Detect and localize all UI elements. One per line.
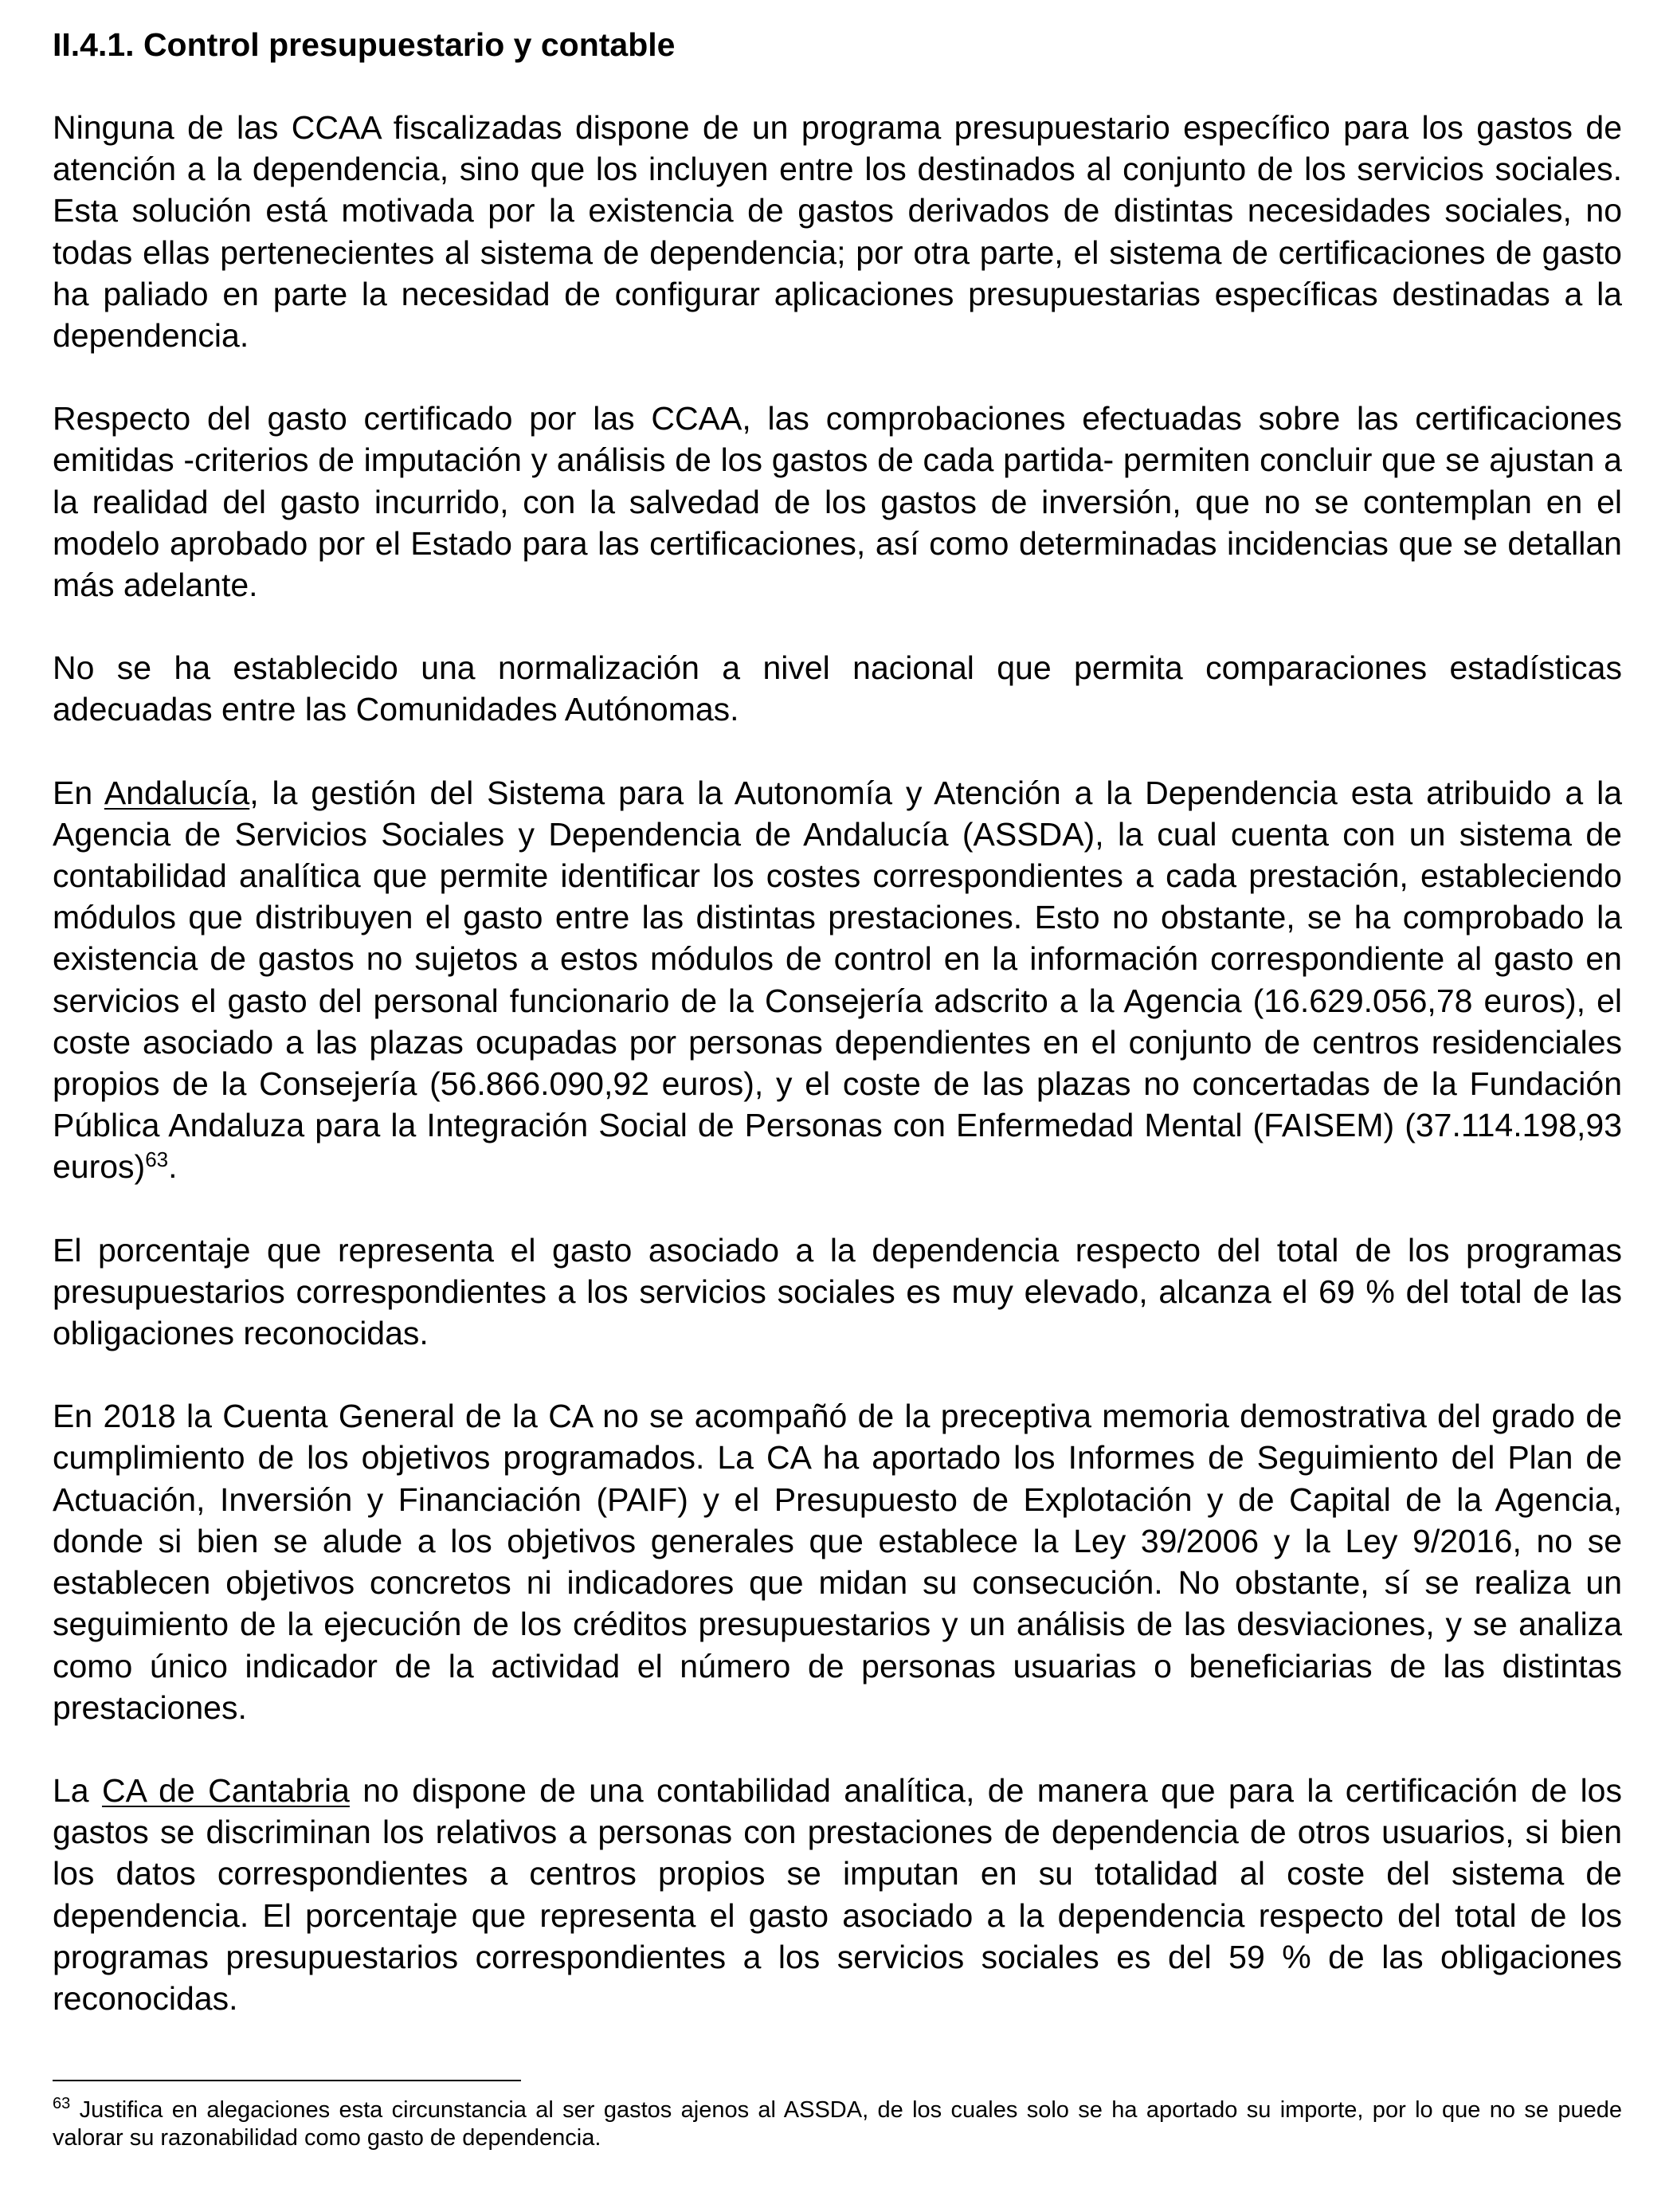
paragraph-certified-expense: Respecto del gasto certificado por las CCAA, las comprobaciones efectuadas sobre las certificaciones emitidas -criterios de imputación y análisis de los gastos de cada partida- permiten concluir que se ajustan a la realidad del gasto incurrido, con la salvedad de los gastos de inversión, que no se contemplan en el modelo aprobado por el Estado para las certificaciones, así como determinadas incidencias que se detallan más adelante. — [53, 400, 1622, 604]
document-page — [53, 24, 1622, 2061]
paragraph-body: no dispone de una contabilidad analítica, de manera que para la certificación de los gastos se discriminan los relativos a personas con prestaciones de dependencia de otros usuarios, si bien los datos correspondientes a centros propios se imputan en su totalidad al coste del sistema de dependencia. El porcentaje que representa el gasto asociado a la dependencia respecto del total de los programas presupuestarios correspondientes a los servicios sociales es del 59 % de las obligaciones reconocidas. — [53, 1771, 1622, 2017]
footnote-text: Justifica en alegaciones esta circunstancia al ser gastos ajenos al ASSDA, de los cuales solo se ha aportado su importe, por lo que no se puede valorar su razonabilidad como gasto de dependencia. — [53, 2097, 1622, 2151]
footnote-number: 63 — [53, 2095, 71, 2112]
paragraph-tail: . — [168, 1148, 178, 1186]
paragraph-body: , la gestión del Sistema para la Autonomía y Atención a la Dependencia esta atribuido a la Agencia de Servicios Sociales y Dependencia de Andalucía (ASSDA), la cual cuenta con un sistema de contabilidad analítica que permite identificar los costes correspondientes a cada prestación, estableciendo módulos que distribuyen el gasto entre las distintas prestaciones. Esto no obstante, se ha comprobado la existencia de gastos no sujetos a estos módulos de control en la información correspondiente al gasto en servicios el gasto del personal funcionario de la Consejería adscrito a la Agencia (16.629.056,78 euros), el coste asociado a las plazas ocupadas por personas dependientes en el conjunto de centros residenciales propios de la Consejería (56.866.090,92 euros), y el coste de las plazas no concertadas de la Fundación Pública Andaluza para la Integración Social de Personas con Enfermedad Mental (FAISEM) (37.114.198,93 euros) — [53, 774, 1623, 1186]
andalucia-underlined: Andalucía — [104, 774, 250, 811]
paragraph-andalucia — [53, 772, 1622, 1188]
footnote — [53, 2096, 1622, 2152]
footnote-reference[interactable]: 63 — [145, 1147, 169, 1172]
paragraph-budget-program: Ninguna de las CCAA fiscalizadas dispone de un programa presupuestario específico para los gastos de atención a la dependencia, sino que los incluyen entre los destinados al conjunto de los servicios sociales. Esta solución está motivada por la existencia de gastos derivados de distintas necesidades sociales, no todas ellas pertenecientes al sistema de dependencia; por otra parte, el sistema de certificaciones de gasto ha paliado en parte la necesidad de configurar aplicaciones presupuestarias específicas destinadas a la dependencia. — [53, 109, 1622, 355]
cantabria-underlined: CA de Cantabria — [102, 1771, 350, 1809]
paragraph-cuenta-general: En 2018 la Cuenta General de la CA no se acompañó de la preceptiva memoria demostrativa del grado de cumplimiento de los objetivos programados. La CA ha aportado los Informes de Seguimiento del Plan de Actuación, Inversión y Financiación (PAIF) y el Presupuesto de Explotación y de Capital de la Agencia, donde si bien se alude a los objetivos generales que establece la Ley 39/2006 y la Ley 9/2016, no se establecen objetivos concretos ni indicadores que midan su consecución. No obstante, sí se realiza un seguimiento de la ejecución de los créditos presupuestarios y un análisis de las desviaciones, y se analiza como único indicador de la actividad el número de personas usuarias o beneficiarias de las distintas prestaciones. — [53, 1398, 1622, 1726]
section-heading: II.4.1. Control presupuestario y contable — [53, 26, 676, 63]
paragraph-cantabria — [53, 1770, 1622, 2019]
footnote-divider — [53, 2080, 521, 2081]
paragraph-percentage-andalucia: El porcentaje que representa el gasto asociado a la dependencia respecto del total de los programas presupuestarios correspondientes a los servicios sociales es muy elevado, alcanza el 69 % del total de las obligaciones reconocidas. — [53, 1231, 1622, 1352]
paragraph-normalization: No se ha establecido una normalización a nivel nacional que permita comparaciones estadísticas adecuadas entre las Comunidades Autónomas. — [53, 649, 1622, 728]
paragraph-lead: En — [53, 774, 104, 811]
paragraph-lead: La — [53, 1771, 102, 1809]
